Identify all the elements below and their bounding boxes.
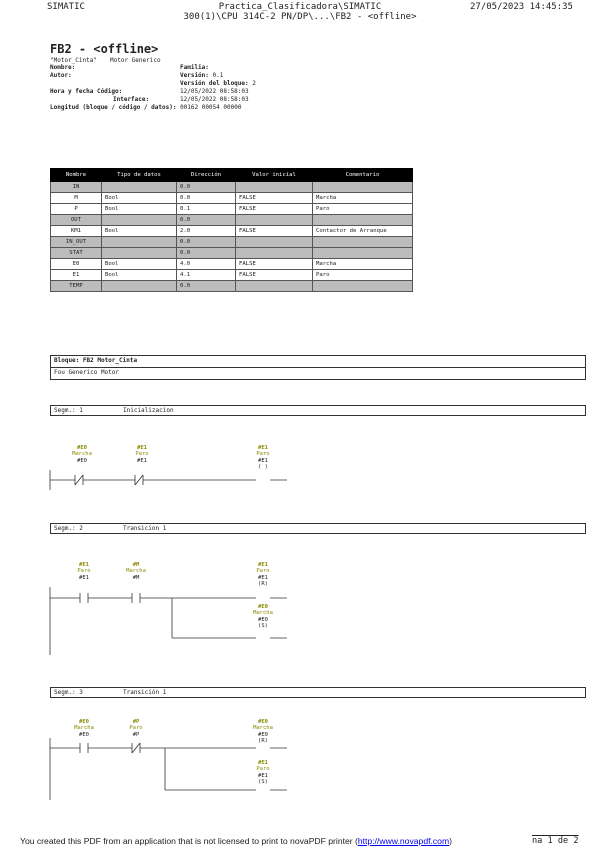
- version-bloque-value: 2: [252, 80, 256, 87]
- operand: #E1: [258, 445, 268, 451]
- col-direccion: Dirección: [177, 169, 236, 182]
- operand: #E1: [137, 445, 147, 451]
- table-cell: 0.0: [177, 215, 236, 226]
- col-tipo: Tipo de datos: [102, 169, 177, 182]
- label-nombre: Nombre:: [50, 64, 76, 71]
- operand-address: #P: [132, 731, 140, 738]
- table-cell: IN_OUT: [51, 237, 102, 248]
- col-nombre: Nombre: [51, 169, 102, 182]
- operand-address: #E1: [258, 772, 268, 779]
- net2-coil-2: [243, 604, 283, 630]
- coil-symbol: (S): [258, 779, 268, 786]
- segment-1-label: Segm.: 1: [54, 407, 83, 414]
- operand-comment: Paro: [135, 451, 149, 458]
- label-autor: Autor:: [50, 72, 72, 79]
- table-cell: M: [51, 193, 102, 204]
- table-cell: KM1: [51, 226, 102, 237]
- header-datetime: 27/05/2023 14:45:35: [470, 2, 573, 12]
- coil-symbol: (S): [258, 623, 268, 630]
- table-cell: 0.1: [177, 204, 236, 215]
- operand-comment: Paro: [77, 568, 91, 575]
- longitud-value: 00162 00054 00000: [180, 104, 242, 111]
- operand-comment: Paro: [256, 766, 270, 773]
- table-cell: FALSE: [236, 259, 313, 270]
- block-title: FB2 - <offline>: [50, 42, 159, 56]
- table-cell: FALSE: [236, 226, 313, 237]
- operand-address: #E0: [79, 731, 89, 738]
- operand-address: #M: [132, 574, 140, 581]
- table-cell: FALSE: [236, 270, 313, 281]
- segment-2-label: Segm.: 2: [54, 525, 83, 532]
- block-comment: Motor Generico: [110, 57, 161, 64]
- label-version: Versión:: [180, 72, 209, 79]
- operand-address: #E1: [137, 457, 147, 464]
- table-cell: 0.0: [177, 248, 236, 259]
- table-cell: Bool: [102, 259, 177, 270]
- table-cell: IN: [51, 182, 102, 193]
- net1-coil: [243, 445, 283, 471]
- version-value: 0.1: [212, 72, 224, 79]
- table-cell: Bool: [102, 193, 177, 204]
- operand-address: #E0: [77, 457, 87, 464]
- net1-contact-1: [62, 445, 102, 464]
- operand: #E1: [258, 562, 268, 568]
- table-cell: Paro: [313, 204, 413, 215]
- table-cell: Bool: [102, 226, 177, 237]
- table-cell: 0.0: [177, 193, 236, 204]
- table-cell: 0.0: [177, 182, 236, 193]
- net3-coil-1: [243, 719, 283, 745]
- table-cell: Paro: [313, 270, 413, 281]
- operand-address: #E1: [258, 574, 268, 581]
- operand-comment: Marcha: [72, 451, 92, 458]
- operand-comment: Paro: [256, 568, 270, 575]
- block-box-title: Bloque: FB2 Motor_Cinta: [50, 355, 586, 368]
- coil-symbol: (R): [258, 581, 268, 588]
- net2-coil-1: [243, 562, 283, 588]
- operand: #E0: [258, 604, 268, 610]
- col-comentario: Comentario: [313, 169, 413, 182]
- operand-address: #E0: [258, 731, 268, 738]
- net2-contact-2: [116, 562, 156, 581]
- block-box-comment: Fou Generico Motor: [50, 367, 586, 380]
- table-cell: E1: [51, 270, 102, 281]
- table-cell: 2.0: [177, 226, 236, 237]
- net1-nc-slash: [75, 475, 83, 485]
- table-cell: 0.0: [177, 237, 236, 248]
- operand: #E0: [258, 719, 268, 725]
- page-number: na 1 de 2: [532, 836, 579, 846]
- net3-contact-1: [64, 719, 104, 738]
- net3-contact-2: [116, 719, 156, 738]
- footer-link[interactable]: http://www.novapdf.com: [357, 836, 450, 846]
- block-symbol: "Motor_Cinta": [50, 57, 97, 64]
- table-cell: FALSE: [236, 204, 313, 215]
- table-cell: Bool: [102, 270, 177, 281]
- label-interface: Interface:: [113, 96, 150, 103]
- table-cell: FALSE: [236, 193, 313, 204]
- net1-contact-2: [122, 445, 162, 464]
- operand-comment: Paro: [129, 725, 143, 732]
- table-cell: Marcha: [313, 193, 413, 204]
- table-cell: Bool: [102, 204, 177, 215]
- footer-text: You created this PDF from an application that is not licensed to print to novaPDF printer (: [20, 836, 358, 846]
- table-cell: E0: [51, 259, 102, 270]
- table-cell: OUT: [51, 215, 102, 226]
- operand-comment: Marcha: [126, 568, 146, 575]
- operand-comment: Marcha: [253, 610, 273, 617]
- col-valor: Valor inicial: [236, 169, 313, 182]
- table-cell: 0.0: [177, 281, 236, 292]
- table-cell: P: [51, 204, 102, 215]
- table-cell: 4.1: [177, 270, 236, 281]
- operand-address: #E1: [79, 574, 89, 581]
- header-path-line2: 300(1)\CPU 314C-2 PN/DP\...\FB2 - <offline>: [183, 12, 417, 22]
- header-path-line1: Practica_Clasificadora\SIMATIC: [218, 2, 382, 12]
- segment-1-title: Inicializacion: [123, 407, 174, 414]
- footer-text-end: ): [449, 836, 452, 846]
- table-cell: Contactor de Arranque: [313, 226, 413, 237]
- operand-comment: Marcha: [253, 725, 273, 732]
- fecha-codigo-value: 12/05/2022 08:58:03: [180, 88, 249, 95]
- operand: #M: [132, 562, 140, 568]
- label-version-bloque: Versión del bloque:: [180, 80, 249, 87]
- operand: #E1: [79, 562, 89, 568]
- coil-symbol: ( ): [258, 464, 268, 471]
- segment-2-title: Transicion 1: [123, 525, 167, 532]
- label-familia: Familia:: [180, 64, 209, 71]
- operand: #P: [132, 719, 140, 725]
- table-cell: Marcha: [313, 259, 413, 270]
- label-fecha-codigo: Hora y fecha Código:: [50, 88, 123, 95]
- label-longitud: Longitud (bloque / código / datos):: [50, 104, 177, 111]
- footer-notice: [20, 836, 452, 846]
- operand: #E0: [77, 445, 87, 451]
- net3-coil-2: [243, 760, 283, 786]
- net2-contact-1: [64, 562, 104, 581]
- table-cell: 4.0: [177, 259, 236, 270]
- header-left: SIMATIC: [47, 2, 85, 12]
- coil-symbol: (R): [258, 738, 268, 745]
- operand-comment: Paro: [256, 451, 270, 458]
- operand-address: #E0: [258, 616, 268, 623]
- table-cell: STAT: [51, 248, 102, 259]
- operand: #E0: [79, 719, 89, 725]
- table-cell: TEMP: [51, 281, 102, 292]
- interface-value: 12/05/2022 08:58:03: [180, 96, 249, 103]
- segment-3-title: Transición 1: [123, 689, 167, 696]
- operand: #E1: [258, 760, 268, 766]
- segment-3-label: Segm.: 3: [54, 689, 83, 696]
- operand-address: #E1: [258, 457, 268, 464]
- operand-comment: Marcha: [74, 725, 94, 732]
